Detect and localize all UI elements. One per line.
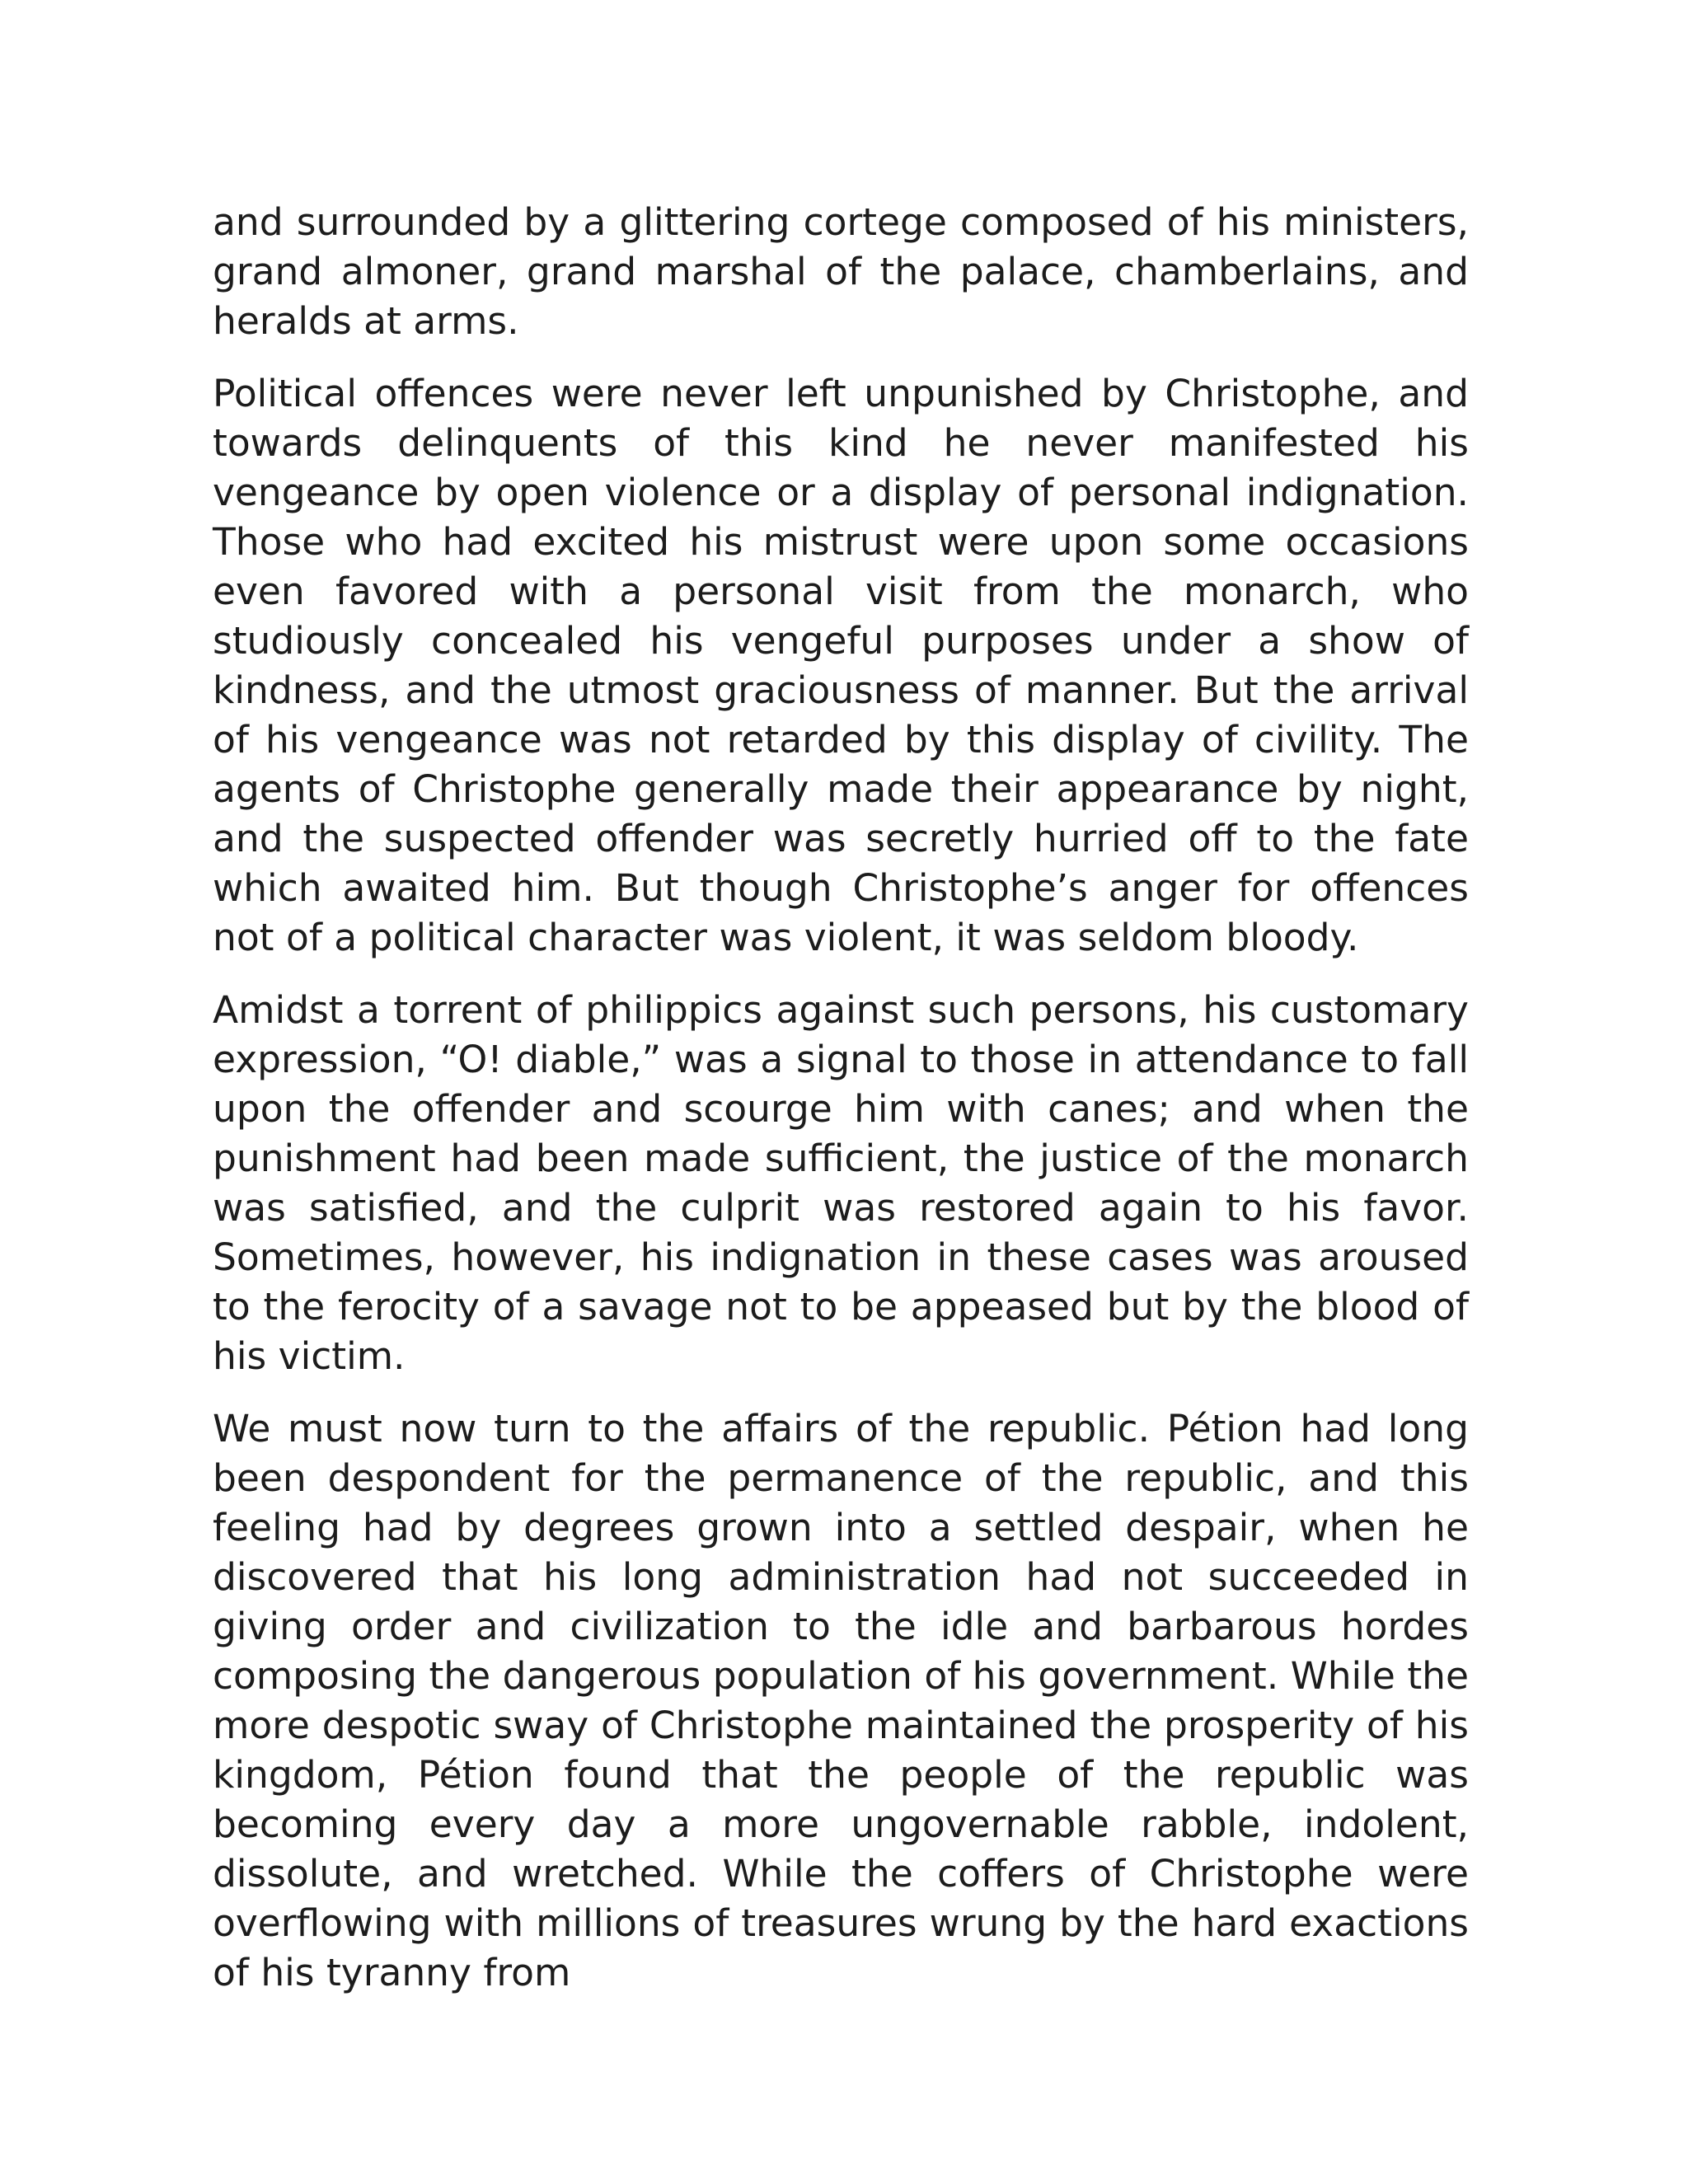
paragraph-political-offences: Political offences were never left unpunished by Christophe, and towards delinquents of this kind he never manifested his vengeance by open violence or a display of personal indignation. Those who had excited his mistrust were upon some occasions even favored with a personal visit from the monarch, who studiously concealed his vengeful purposes under a show of kindness, and the utmost graciousness of manner. But the arrival of his vengeance was not retarded by this display of civility. The agents of Christophe generally made their appearance by night, and the suspected offender was secretly hurried off to the fate which awaited him. But though Christophe’s anger for offences not of a political character was violent, it was seldom bloody. (213, 372, 1469, 959)
paragraph-cortege: and surrounded by a glittering cortege composed of his ministers, grand almoner, grand marshal of the palace, chamberlains, and heralds at arms. (213, 200, 1469, 343)
page-body (213, 198, 1469, 2021)
paragraph-philippics: Amidst a torrent of philippics against such persons, his customary expression, “O! diable,” was a signal to those in attendance to fall upon the offender and scourge him with canes; and when the punishment had been made sufficient, the justice of the monarch was satisfied, and the culprit was restored again to his favor. Sometimes, however, his indignation in these cases was aroused to the ferocity of a savage not to be appeased but by the blood of his victim. (213, 988, 1469, 1378)
paragraph-republic-affairs: We must now turn to the affairs of the republic. Pétion had long been despondent for the permanence of the republic, and this feeling had by degrees grown into a settled despair, when he discovered that his long administration had not succeeded in giving order and civilization to the idle and barbarous hordes composing the dangerous population of his government. While the more despotic sway of Christophe maintained the prosperity of his kingdom, Pétion found that the people of the republic was becoming every day a more ungovernable rabble, indolent, dissolute, and wretched. While the coffers of Christophe were overflowing with millions of treasures wrung by the hard exactions of his tyranny from (213, 1407, 1469, 1994)
